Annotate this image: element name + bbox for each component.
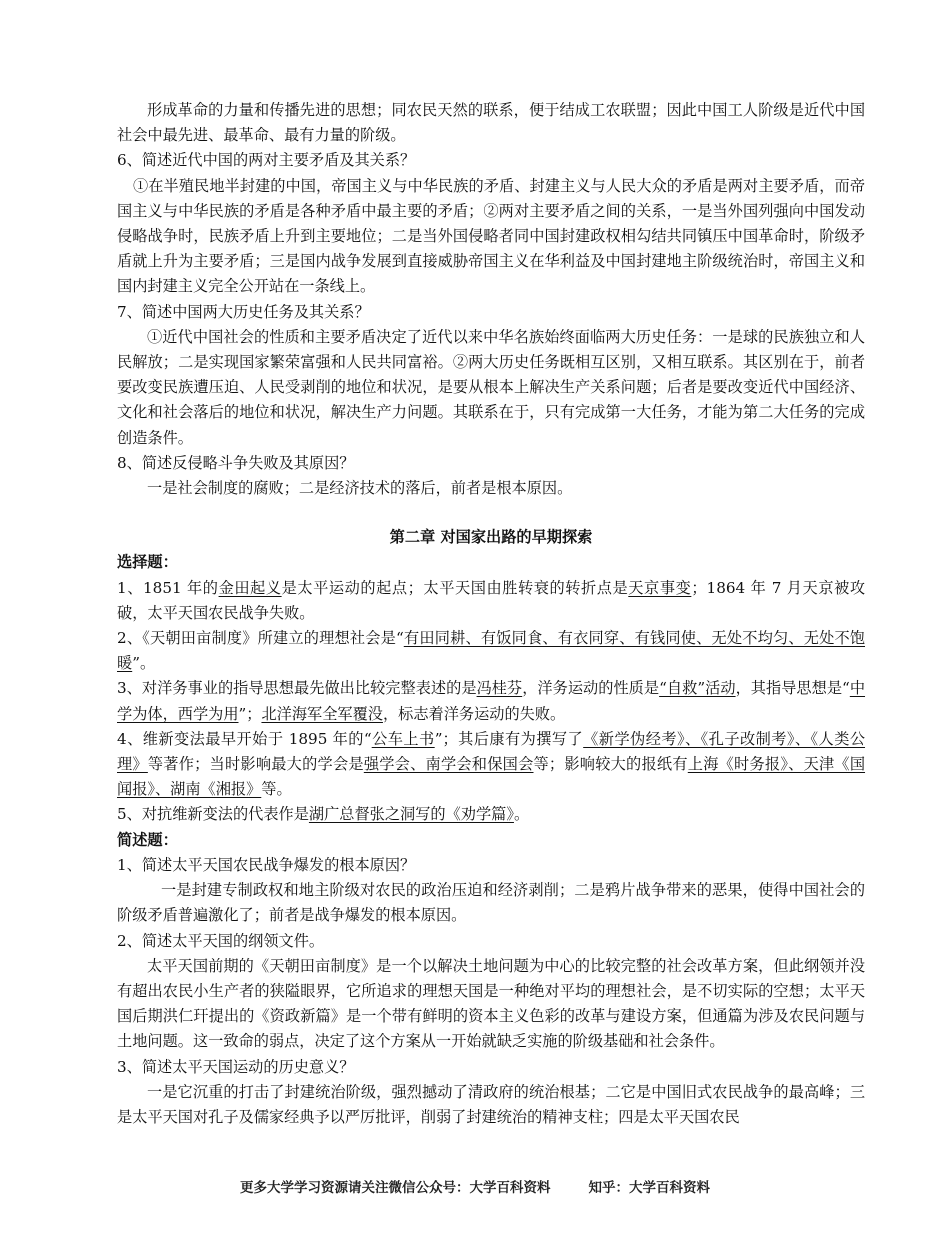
text-run: ，洋务运动的性质是 (522, 679, 660, 698)
short-answer-3: 一是它沉重的打击了封建统治阶级，强烈撼动了清政府的统治根基；二它是中国旧式农民战争的最高峰；三是太平天国对孔子及儒家经典予以严厉批评，削弱了封建统治的精神支柱；四是太平天国农民 (117, 1082, 865, 1126)
short-question-1: 1、简述太平天国农民战争爆发的根本原因？ (117, 855, 416, 874)
text-run: ”。 (132, 654, 156, 673)
text-run: 等著作；当时影响最大的学会是 (147, 755, 364, 774)
underlined-answer: 《新学伪经考》、《孔子改制考》、《人类公理》 (117, 729, 866, 774)
footer-zhihu-note: 知乎：大学百科资料 (588, 1180, 710, 1196)
choice-item-2 (117, 626, 865, 676)
answer-7: ①近代中国社会的性质和主要矛盾决定了近代以来中华名族始终面临两大历史任务：一是球的民族独立和人民解放；二是实现国家繁荣富强和人民共同富裕。②两大历史任务既相互区别，又相互联系。其区别在于，前者要改变民族遭压迫、人民受剥削的地位和状况，是要从根本上解决生产关系问题；后者是要改变近代中国经济、文化和社会落后的地位和状况，解决生产力问题。其联系在于，只有完成第一大任务，才能为第二大任务的完成创造条件。 (117, 327, 865, 447)
short-question-2: 2、简述太平天国的纲领文件。 (117, 931, 325, 950)
choice-item-5 (117, 802, 865, 827)
paragraph-continued: 形成革命的力量和传播先进的思想；同农民天然的联系，便于结成工农联盟；因此中国工人阶级是近代中国社会中最先进、最革命、最有力量的阶级。 (117, 101, 865, 145)
underlined-answer: 天京事变 (628, 578, 692, 597)
text-run: ，其指导思想是“ (735, 679, 850, 698)
short-answer-2: 太平天国前期的《天朝田亩制度》是一个以解决土地问题为中心的比较完整的社会改革方案，但此纲领并没有超出农民小生产者的狭隘眼界，它所追求的理想天国是一种绝对平均的理想社会，是不切实际的空想；太平天国后期洪仁玕提出的《资政新篇》是一个带有鲜明的资本主义色彩的改革与建设方案，但通篇为涉及农民问题与土地问题。这一致命的弱点，决定了这个方案从一开始就缺乏实施的阶级基础和社会条件。 (117, 956, 865, 1051)
text-run: 5、对抗维新变法的代表作是 (117, 805, 309, 824)
underlined-answer: 金田起义 (218, 578, 282, 597)
answer-8: 一是社会制度的腐败；二是经济技术的落后，前者是根本原因。 (147, 479, 573, 498)
choice-item-3 (117, 676, 865, 726)
document-page (117, 98, 865, 1130)
text-run: ”；其后康有为撰写了 (434, 729, 584, 748)
text-run: 4、维新变法最早开始于 1895 年的“ (117, 729, 372, 748)
choice-item-1 (117, 576, 865, 626)
choice-item-4 (117, 727, 865, 803)
underlined-answer: 有田同耕、有饭同食、有衣同穿、有钱同使、无处不均匀、无处不饱暖 (117, 629, 866, 673)
underlined-answer: 上海《时务报》、天津《国闻报》、湖南《湘报》 (117, 755, 866, 799)
text-run: ”； (238, 704, 262, 723)
underlined-answer: 中学为体，西学为用 (117, 679, 866, 723)
text-run: 等；影响较大的报纸有 (533, 755, 688, 774)
text-run: 等。 (261, 780, 292, 799)
underlined-answer: 强学会、南学会和保国会 (363, 755, 534, 774)
page-footer (0, 1176, 950, 1196)
underlined-answer: 北洋海军全军覆没 (261, 704, 383, 723)
underlined-answer: 公车上书 (371, 729, 435, 748)
text-run: 是太平运动的起点；太平天国由胜转衰的转折点是 (281, 578, 629, 597)
question-8: 8、简述反侵略斗争失败及其原因？ (117, 453, 355, 472)
footer-wechat-note: 更多大学学习资源请关注微信公众号：大学百科资料 (240, 1180, 551, 1196)
question-7: 7、简述中国两大历史任务及其关系？ (117, 302, 370, 321)
short-question-3: 3、简述太平天国运动的历史意义？ (117, 1057, 355, 1076)
underlined-answer: “自救”活动 (659, 679, 736, 698)
section-heading-short-answer: 简述题： (117, 830, 178, 849)
text-run: 2、《天朝田亩制度》所建立的理想社会是“ (117, 629, 404, 648)
answer-6: ①在半殖民地半封建的中国，帝国主义与中华民族的矛盾、封建主义与人民大众的矛盾是两对主要矛盾，而帝国主义与中华民族的矛盾是各种矛盾中最主要的矛盾；②两对主要矛盾之间的关系，一是当外国列强向中国发动侵略战争时，民族矛盾上升到主要地位；二是当外国侵略者同中国封建政权相勾结共同镇压中国革命时，阶级矛盾就上升为主要矛盾；三是国内战争发展到直接威胁帝国主义在华利益及中国封建地主阶级统治时，帝国主义和国内封建主义完全公开站在一条线上。 (117, 176, 865, 296)
text-run: ，标志着洋务运动的失败。 (382, 704, 566, 723)
question-6: 6、简述近代中国的两对主要矛盾及其关系？ (117, 151, 416, 170)
short-answer-1: 一是封建专制政权和地主阶级对农民的政治压迫和经济剥削；二是鸦片战争带来的恶果，使得中国社会的阶级矛盾普遍激化了；前者是战争爆发的根本原因。 (117, 881, 865, 925)
underlined-answer: 湖广总督张之洞写的《劝学篇》 (308, 805, 514, 824)
chapter-title: 第二章 对国家出路的早期探索 (389, 528, 593, 547)
text-run: 3、对洋务事业的指导思想最先做出比较完整表述的是 (117, 679, 477, 698)
text-run: 。 (513, 805, 530, 824)
underlined-answer: 冯桂芬 (476, 679, 523, 698)
section-heading-choice: 选择题： (117, 553, 178, 572)
text-run: 1、1851 年的 (117, 578, 219, 597)
text-run: ；1864 年 7 月天京被攻破，太平天国农民战争失败。 (117, 578, 866, 622)
